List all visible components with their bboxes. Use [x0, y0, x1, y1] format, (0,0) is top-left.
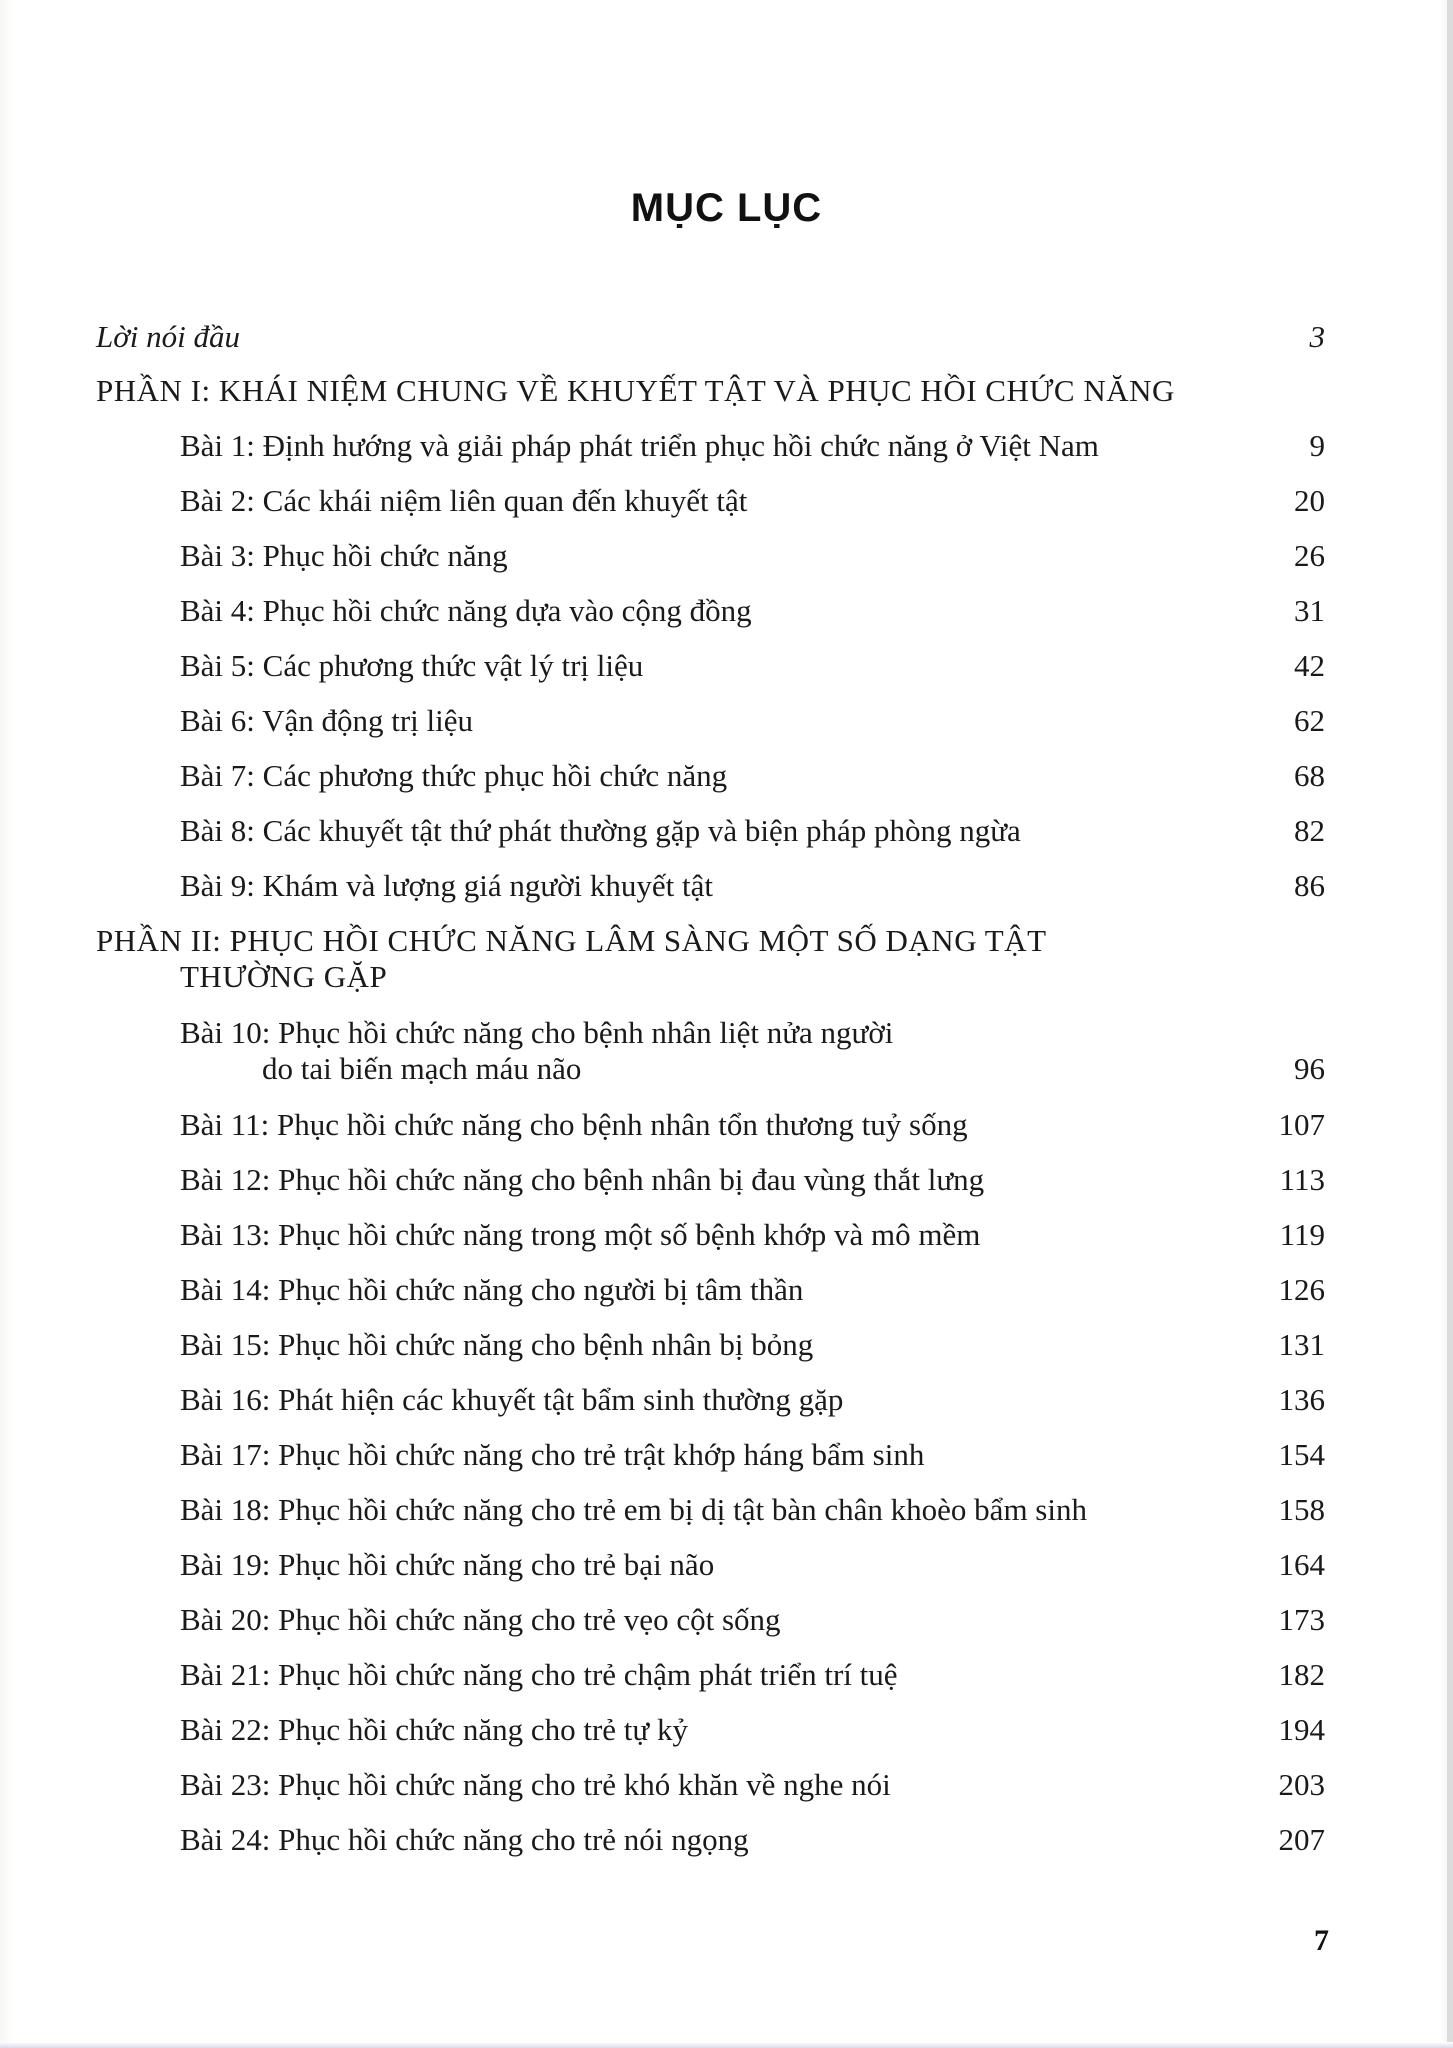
toc-entry-page: 86: [1294, 868, 1325, 903]
toc-entry-label: Bài 9: Khám và lượng giá người khuyết tật: [180, 868, 714, 903]
toc-entry-label: Bài 22: Phục hồi chức năng cho trẻ tự kỷ: [180, 1712, 688, 1747]
toc-entry-label: Bài 14: Phục hồi chức năng cho người bị tâm thần: [180, 1272, 804, 1307]
toc-entry-page: 62: [1294, 703, 1325, 738]
toc-entry-page: 113: [1279, 1162, 1325, 1197]
toc-entry-label: Bài 1: Định hướng và giải pháp phát triển phục hồi chức năng ở Việt Nam: [180, 428, 1099, 463]
toc-entry-page: 20: [1294, 483, 1325, 518]
toc-entry-page: 26: [1294, 538, 1325, 573]
toc-entry-label: Bài 3: Phục hồi chức năng: [180, 538, 508, 573]
toc-entry-label-cont: do tai biến mạch máu não: [262, 1051, 582, 1086]
toc-entry-page: 136: [1278, 1382, 1325, 1417]
toc-entry-page: 194: [1278, 1712, 1325, 1747]
toc-part-2-heading-line-1[interactable]: PHẦN II: PHỤC HỒI CHỨC NĂNG LÂM SÀNG MỘT SỐ DẠNG TẬT: [96, 923, 1047, 958]
toc-entry-label: Bài 10: Phục hồi chức năng cho bệnh nhân liệt nửa người: [180, 1015, 894, 1050]
toc-entry-label: Bài 17: Phục hồi chức năng cho trẻ trật khớp háng bẩm sinh: [180, 1437, 925, 1472]
toc-entry-page: 182: [1278, 1657, 1325, 1692]
toc-entry-page: 119: [1279, 1217, 1325, 1252]
toc-entry-label: Bài 20: Phục hồi chức năng cho trẻ vẹo cột sống: [180, 1602, 781, 1637]
toc-entry-page: 131: [1278, 1327, 1325, 1362]
toc-entry-page: 203: [1278, 1767, 1325, 1802]
toc-entry-label: Lời nói đầu: [96, 319, 241, 354]
toc-entry-label: Bài 21: Phục hồi chức năng cho trẻ chậm phát triển trí tuệ: [180, 1657, 898, 1692]
toc-entry-label: Bài 8: Các khuyết tật thứ phát thường gặp và biện pháp phòng ngừa: [180, 813, 1021, 848]
toc-entry-label: Bài 13: Phục hồi chức năng trong một số bệnh khớp và mô mềm: [180, 1217, 981, 1252]
toc-entry-page: 126: [1278, 1272, 1325, 1307]
toc-entry-label: Bài 2: Các khái niệm liên quan đến khuyết tật: [180, 483, 748, 518]
page-title: MỤC LỤC: [630, 186, 823, 230]
toc-entry-page: 107: [1278, 1107, 1325, 1142]
toc-entry-page: 207: [1278, 1822, 1325, 1857]
toc-entry-page: 42: [1294, 648, 1325, 683]
toc-entry-label: Bài 12: Phục hồi chức năng cho bệnh nhân bị đau vùng thắt lưng: [180, 1162, 985, 1197]
toc-entry-page: 31: [1294, 593, 1325, 628]
toc-entry-page: 3: [1309, 319, 1325, 354]
toc-entry-page: 154: [1278, 1437, 1325, 1472]
toc-entry-page: 173: [1278, 1602, 1325, 1637]
toc-part-2-heading-line-2[interactable]: THƯỜNG GẶP: [180, 959, 388, 994]
toc-entry-label: Bài 7: Các phương thức phục hồi chức năng: [180, 758, 728, 793]
toc-entry-page: 164: [1278, 1547, 1325, 1582]
toc-part-1-heading[interactable]: PHẦN I: KHÁI NIỆM CHUNG VỀ KHUYẾT TẬT VÀ PHỤC HỒI CHỨC NĂNG: [96, 373, 1175, 408]
toc-entry-page: 9: [1309, 428, 1325, 463]
toc-entry-label: Bài 6: Vận động trị liệu: [180, 703, 474, 738]
toc-entry-label: Bài 18: Phục hồi chức năng cho trẻ em bị dị tật bàn chân khoèo bẩm sinh: [180, 1492, 1087, 1527]
toc-entry-label: Bài 23: Phục hồi chức năng cho trẻ khó khăn về nghe nói: [180, 1767, 891, 1802]
toc-entry-label: Bài 5: Các phương thức vật lý trị liệu: [180, 648, 644, 683]
toc-entry-page: 82: [1294, 813, 1325, 848]
toc-entry-label: Bài 16: Phát hiện các khuyết tật bẩm sinh thường gặp: [180, 1382, 844, 1417]
toc-entry-label: Bài 15: Phục hồi chức năng cho bệnh nhân bị bỏng: [180, 1327, 814, 1362]
toc-entry-page: 68: [1294, 758, 1325, 793]
toc-entry-label: Bài 4: Phục hồi chức năng dựa vào cộng đồng: [180, 593, 752, 628]
toc-entry-label: Bài 24: Phục hồi chức năng cho trẻ nói ngọng: [180, 1822, 749, 1857]
toc-entry-label: Bài 19: Phục hồi chức năng cho trẻ bại não: [180, 1547, 715, 1582]
toc-entry-page: 96: [1294, 1051, 1325, 1086]
toc-entry-label: Bài 11: Phục hồi chức năng cho bệnh nhân tổn thương tuỷ sống: [180, 1107, 968, 1142]
toc-entry-page: 158: [1278, 1492, 1325, 1527]
page-number: 7: [1314, 1924, 1329, 1957]
